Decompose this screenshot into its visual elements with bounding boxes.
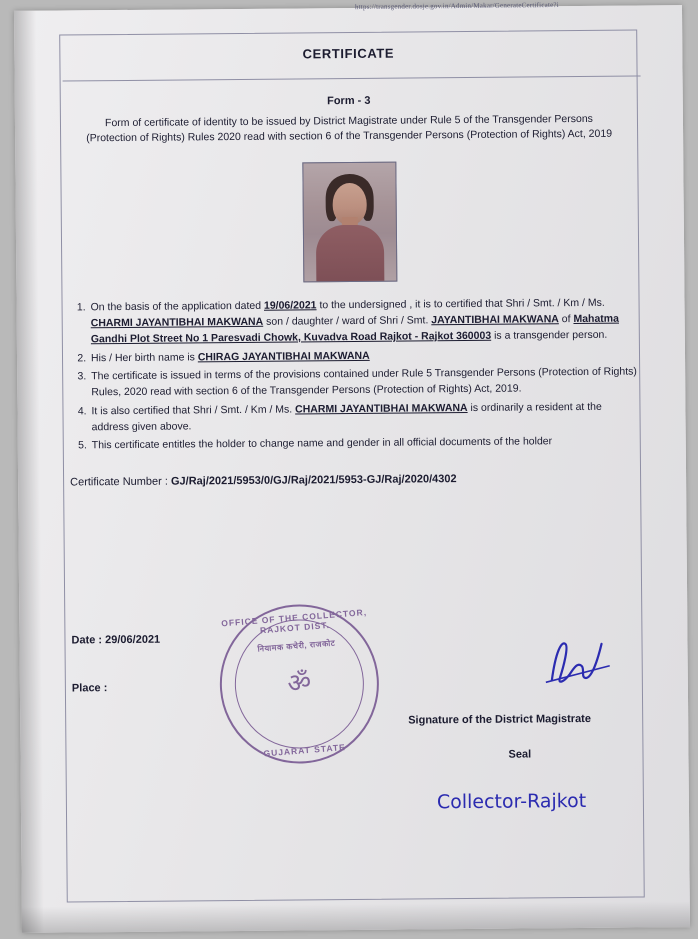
document-content [62,30,638,814]
clause-text: His / Her birth name is [90,351,198,364]
clause-3 [89,365,637,401]
collector-line: Collector-Rajkot [436,789,587,814]
signature-icon [537,622,618,703]
clause-text: It is also certified that Shri / Smt. / Km / Ms. [91,403,296,418]
form-description: Form of certificate of identity to be issued by District Magistrate under Rule 5 of the Transgender Persons (Protection of Rights) Rules 2020 read with section 6 of the Transgender Persons (Protection of Rights) Act, 2019 [86,112,613,145]
clause-text: of [558,313,574,326]
clause-text: to the undersigned , it is to certified that Shri / Smt. / Km / Ms. [316,297,605,312]
clause-text: is ordinarily a resident at the address given above. [91,400,602,433]
title-divider [63,75,641,81]
clause-1 [89,296,637,348]
date-line: Date : 29/06/2021 [71,633,161,647]
seal-label: Seal [508,748,532,761]
certificate-number-value: GJ/Raj/2021/5953/0/GJ/Raj/2021/5953-GJ/Raj/2020/4302 [170,473,457,488]
applicant-photo [302,162,397,283]
clause-list [65,296,638,455]
photo-image [303,163,396,282]
seal-inner-text: नियामक कचेरी, राजकोट [257,638,336,654]
place-line: Place : [71,682,108,695]
seal-bottom-text: GUJARAT STATE [263,742,347,759]
clause-text: This certificate entitles the holder to change name and gender in all official documents of the holder [91,435,553,452]
photo-torso [316,225,385,283]
browser-url-strip: https://transgender.dosje.gov.in/Admin/Makar/GenerateCertificate?i [354,0,559,12]
seal-top-text: OFFICE OF THE COLLECTOR, RAJKOT DIST. [220,606,368,636]
scan-shadow-bottom [22,901,690,933]
clause-emphasis: JAYANTIBHAI MAKWANA [431,313,559,327]
clause-emphasis: CHARMI JAYANTIBHAI MAKWANA [295,401,468,416]
clause-emphasis: CHIRAG JAYANTIBHAI MAKWANA [197,349,370,364]
clause-text: The certificate is issued in terms of the provisions contained under Rule 5 Transgender Persons (Protection of Rights) Rules, 2020 read with section 6 of the Transgender Persons (Protection of Rights) Act, 2019. [91,365,637,399]
emblem-icon: ॐ [286,666,313,699]
clause-2 [89,346,637,367]
clause-emphasis: CHARMI JAYANTIBHAI MAKWANA [90,315,264,330]
clause-emphasis: Mahatma Gandhi Plot Street No 1 Paresvadi Chowk, Kuvadva Road Rajkot - Rajkot 360003 [90,312,620,346]
clause-text: On the basis of the application dated [90,300,265,314]
page-title: CERTIFICATE [302,45,395,62]
clause-text: son / daughter / ward of Shri / Smt. [263,314,432,328]
paper-sheet [14,5,690,933]
clause-5 [90,434,638,455]
clause-text: is a transgender person. [491,328,608,342]
clause-emphasis: 19/06/2021 [263,299,317,313]
certificate-number-label: Certificate Number : [70,475,172,489]
signature-label: Signature of the District Magistrate [408,712,592,727]
form-number: Form - 3 [327,94,371,108]
clause-4 [89,399,637,435]
